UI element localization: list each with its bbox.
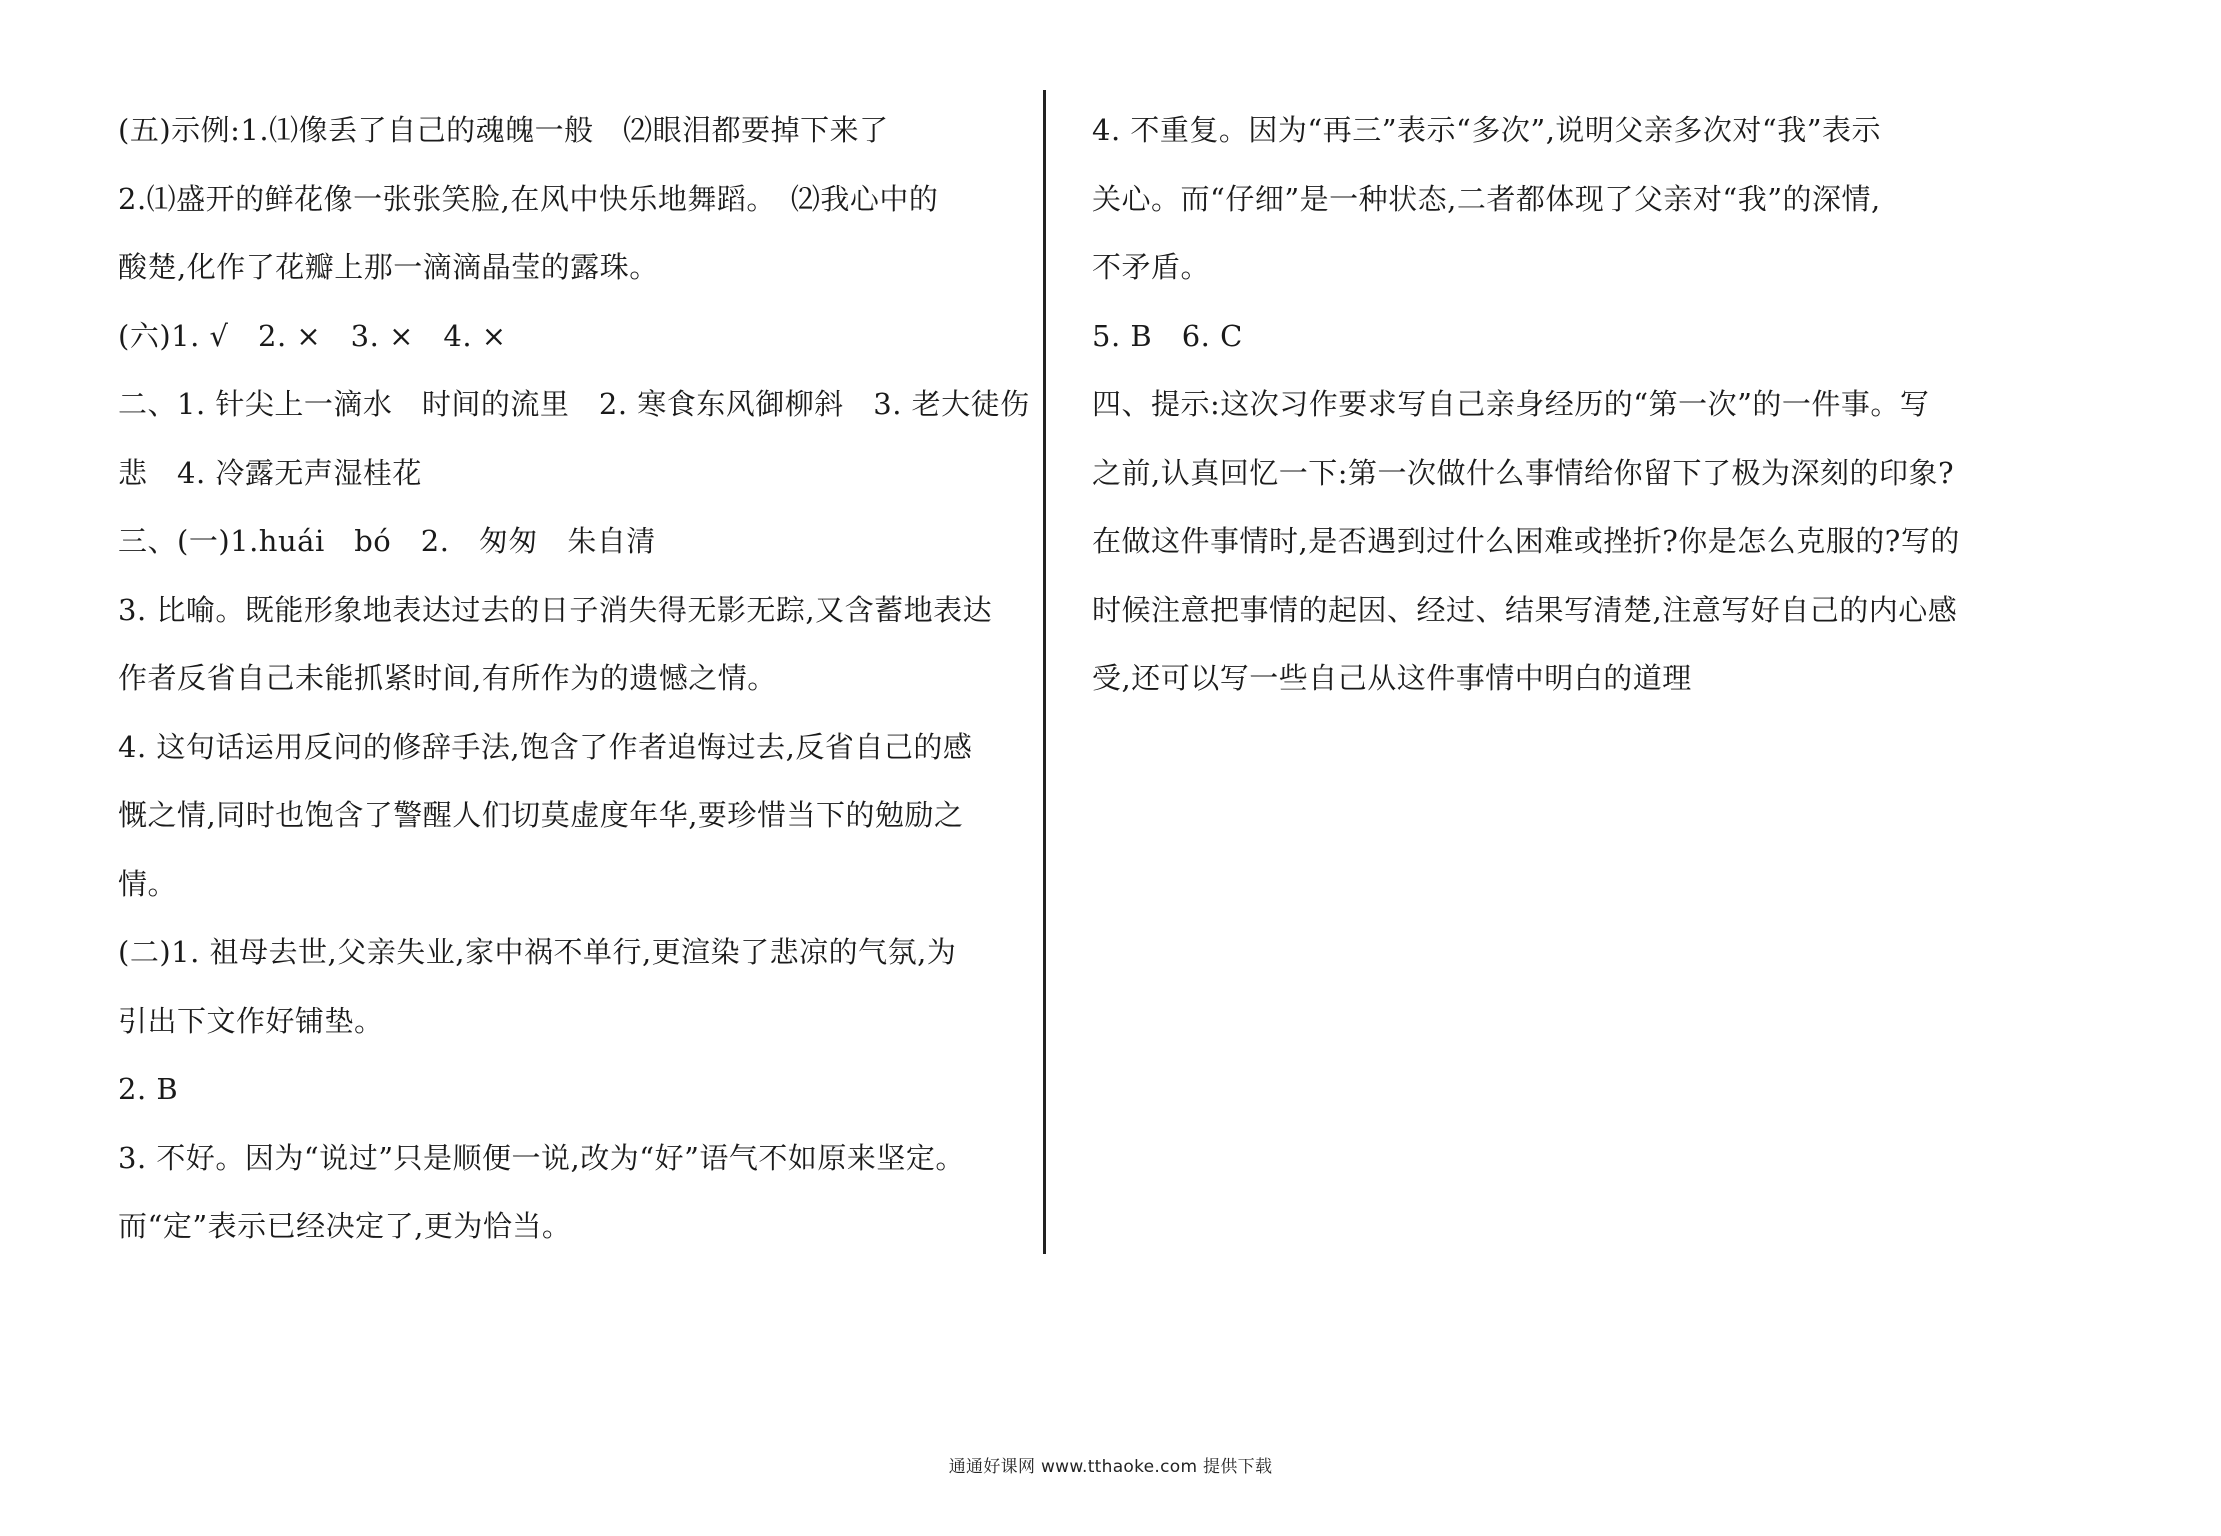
answer-line: 4. 不重复。因为“再三”表示“多次”,说明父亲多次对“我”表示 [1092,113,1882,147]
answer-line: 不矛盾。 [1092,250,1211,284]
answer-line: 三、(一)1.huái bó 2. 匆匆 朱自清 [118,524,656,558]
answer-line: 3. 比喻。既能形象地表达过去的日子消失得无影无踪,又含蓄地表达 [118,592,993,627]
answer-line: 慨之情,同时也饱含了警醒人们切莫虚度年华,要珍惜当下的勉励之 [118,798,964,832]
answer-line: 2.⑴盛开的鲜花像一张张笑脸,在风中快乐地舞蹈。 ⑵我心中的 [118,181,939,216]
page-footer: 通通好课网 www.tthaoke.com 提供下载 [948,1457,1273,1477]
answer-line: 4. 这句话运用反问的修辞手法,饱含了作者追悔过去,反省自己的感 [118,729,973,764]
answer-line: 而“定”表示已经决定了,更为恰当。 [118,1209,572,1243]
answer-line: (六)1. √ 2. × 3. × 4. × [118,318,507,353]
answer-line: 2. B [118,1072,179,1106]
left-column [118,96,1030,1261]
answer-line: 酸楚,化作了花瓣上那一滴滴晶莹的露珠。 [118,250,659,284]
answer-line: 作者反省自己未能抓紧时间,有所作为的遗憾之情。 [118,661,777,695]
answer-line: 悲 4. 冷露无声湿桂花 [118,455,422,490]
answer-line: 情。 [118,866,178,901]
answer-line: 引出下文作好铺垫。 [118,1003,384,1038]
answer-line: 二、1. 针尖上一滴水 时间的流里 2. 寒食东风御柳斜 3. 老大徒伤 [118,387,1030,421]
answer-line: (五)示例:1.⑴像丢了自己的魂魄一般 ⑵眼泪都要掉下来了 [118,113,889,147]
answer-line: 四、提示:这次习作要求写自己亲身经历的“第一次”的一件事。写 [1092,387,1930,421]
answer-line: 5. B 6. C [1092,318,1243,353]
answer-line: 在做这件事情时,是否遇到过什么困难或挫折?你是怎么克服的?写的 [1092,524,1960,558]
right-column [1092,96,1972,713]
answer-line: 之前,认真回忆一下:第一次做什么事情给你留下了极为深刻的印象? [1092,455,1955,490]
answer-line: 3. 不好。因为“说过”只是顺便一说,改为“好”语气不如原来坚定。 [118,1140,965,1175]
answer-line: 受,还可以写一些自己从这件事情中明白的道理 [1092,661,1692,695]
column-divider [1043,90,1046,1254]
answer-line: 时候注意把事情的起因、经过、结果写清楚,注意写好自己的内心感 [1092,592,1958,627]
answer-line: (二)1. 祖母去世,父亲失业,家中祸不单行,更渲染了悲凉的气氛,为 [118,935,957,969]
answer-line: 关心。而“仔细”是一种状态,二者都体现了父亲对“我”的深情, [1092,181,1881,216]
